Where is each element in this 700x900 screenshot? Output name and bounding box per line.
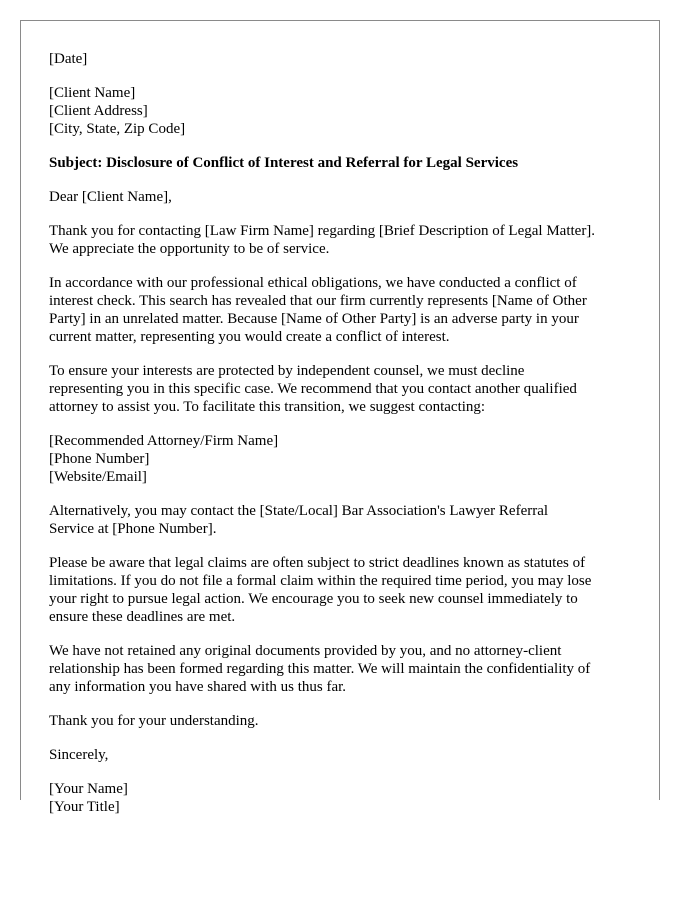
sign-off: Sincerely, [49,747,109,763]
paragraph-limitations: Please be aware that legal claims are often subject to strict deadlines known as statutes of limitations. If you do not file a formal claim within the required time period, you may lose your right to pursue legal action. We encourage you to seek new counsel immediately to ensure these deadlines are met. [49,555,592,625]
salutation: Dear [Client Name], [49,189,172,205]
letter-body [49,50,639,832]
paragraph-conflict-check: In accordance with our professional ethical obligations, we have conducted a conflict of interest check. This search has revealed that our firm currently represents [Name of Other Party] in an unrelated matter. Because [Name of Other Party] is an adverse party in your current matter, representing you would create a conflict of interest. [49,275,587,345]
client-address-block: [Client Name] [Client Address] [City, State, Zip Code] [49,85,186,137]
letter-subject: Subject: Disclosure of Conflict of Interest and Referral for Legal Services [49,155,519,171]
paragraph-documents: We have not retained any original documents provided by you, and no attorney-client relationship has been formed regarding this matter. We will maintain the confidentiality of any information you have shared with us thus far. [49,643,591,695]
closing-thanks: Thank you for your understanding. [49,713,259,729]
paragraph-bar-referral: Alternatively, you may contact the [State/Local] Bar Association's Lawyer Referral Service at [Phone Number]. [49,503,549,537]
paragraph-decline: To ensure your interests are protected by independent counsel, we must decline representing you in this specific case. We recommend that you contact another qualified attorney to assist you. To facilitate this transition, we suggest contacting: [49,363,577,415]
paragraph-intro: Thank you for contacting [Law Firm Name] regarding [Brief Description of Legal Matter]. We appreciate the opportunity to be of service. [49,223,596,257]
signature-block: [Your Name] [Your Title] [49,781,128,815]
referral-contact-block: [Recommended Attorney/Firm Name] [Phone Number] [Website/Email] [49,433,279,485]
letter-date: [Date] [49,51,88,67]
letter-page [20,20,660,815]
